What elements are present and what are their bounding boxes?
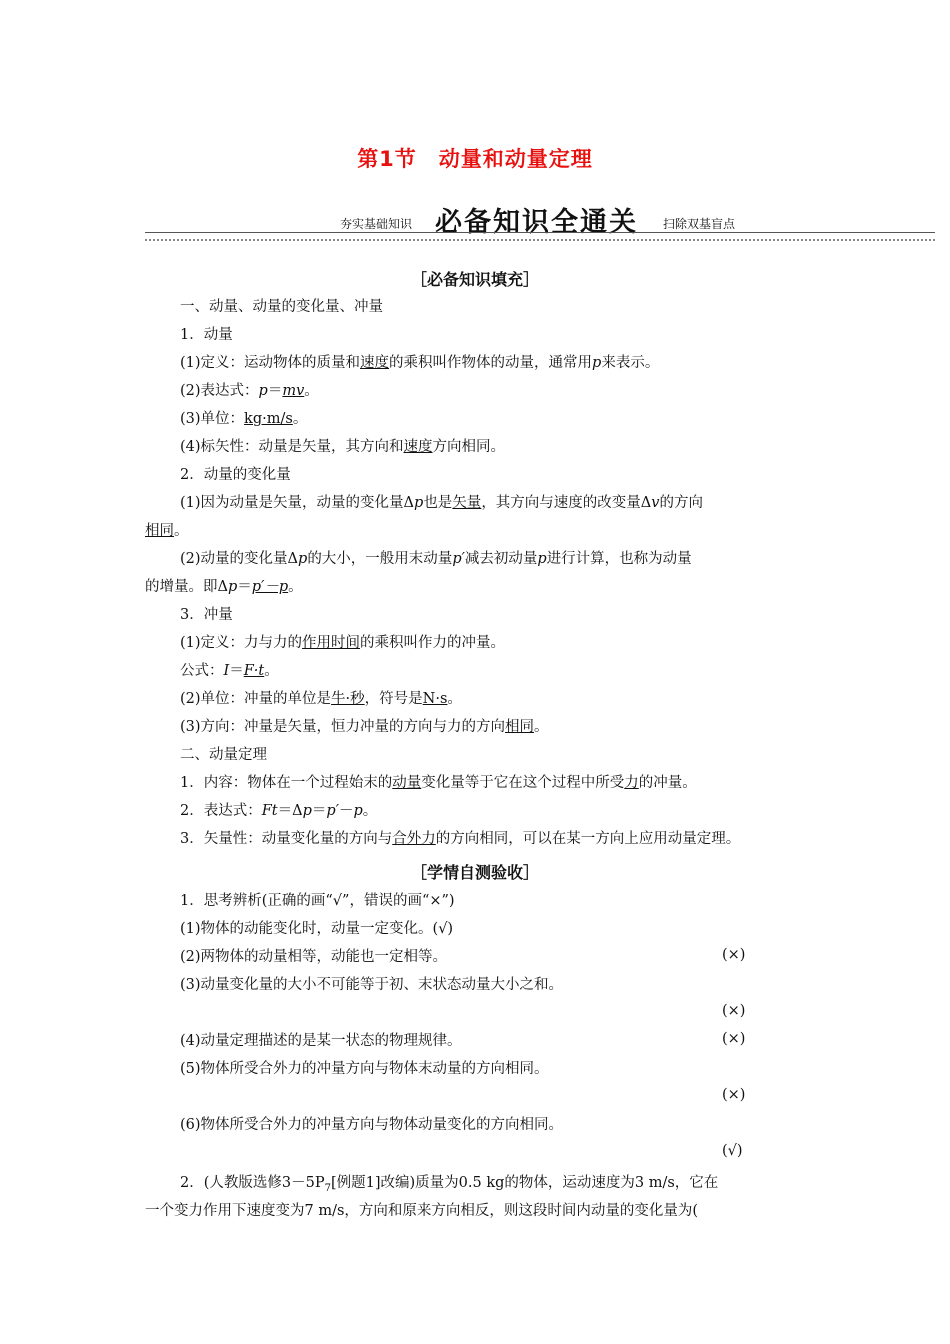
text: 。 — [264, 663, 279, 679]
text: (3)方向：冲量是矢量，恒力冲量的方向与力的方向 — [180, 719, 506, 735]
text: 进行计算，也称为动量 — [546, 551, 692, 567]
text: (1)定义：力与力的 — [180, 635, 303, 651]
text: 。 — [534, 719, 549, 735]
paragraph — [180, 381, 319, 401]
variable: p — [414, 495, 424, 511]
text: 。 — [362, 803, 378, 819]
answer-blank: 速度 — [403, 439, 433, 455]
paragraph — [180, 549, 692, 569]
paragraph — [180, 493, 703, 513]
paragraph — [180, 689, 462, 709]
text: 1．内容：物体在一个过程始末的 — [180, 775, 393, 791]
variable: p — [227, 579, 238, 595]
subheading-change: 2．动量的变化量 — [180, 467, 291, 483]
heading-two: 二、动量定理 — [180, 747, 267, 763]
section-heading-self-test: ［学情自测验收］ — [410, 863, 539, 882]
answer-blank: p′－p — [251, 579, 289, 595]
text: (1)定义：运动物体的质量和 — [180, 355, 361, 371]
text: [例题1]改编)质量为0.5 kg的物体，运动速度为3 m/s，它在 — [330, 1175, 719, 1191]
answer-blank: 作用时间 — [302, 635, 361, 651]
text: (4)标矢性：动量是矢量，其方向和 — [180, 439, 404, 455]
text: 2．表达式： — [180, 803, 262, 819]
variable: v — [651, 495, 660, 511]
paragraph — [180, 409, 307, 429]
text: － — [338, 803, 354, 819]
answer-blank: 速度 — [360, 355, 390, 371]
question-2 — [180, 1173, 718, 1199]
text: 。 — [174, 523, 189, 539]
variable: Ft — [261, 803, 278, 819]
text: 2．(人教版选修3－5P — [180, 1175, 325, 1191]
paragraph — [180, 717, 549, 737]
text: ＝ — [311, 803, 327, 819]
text: 。 — [304, 383, 319, 399]
text: (1)因为动量是矢量，动量的变化量Δ — [180, 495, 415, 511]
judge-item: (2)两物体的动量相等，动能也一定相等。 — [180, 949, 448, 965]
text: (3)单位： — [180, 411, 245, 427]
answer-blank: 牛·秒 — [331, 691, 365, 707]
subheading-momentum: 1．动量 — [180, 327, 233, 343]
heading-one: 一、动量、动量的变化量、冲量 — [180, 299, 383, 315]
text: (2)表达式： — [180, 383, 259, 399]
variable: p′ — [326, 803, 339, 819]
subheading-impulse: 3．冲量 — [180, 607, 233, 623]
text: 。 — [447, 691, 462, 707]
text: 公式： — [180, 663, 224, 679]
section-banner — [145, 198, 935, 246]
text: (2)动量的变化量Δ — [180, 551, 299, 567]
text: 的冲量。 — [638, 775, 697, 791]
section-heading-knowledge: ［必备知识填充］ — [410, 270, 539, 289]
judge-item: (5)物体所受合外力的冲量方向与物体末动量的方向相同。 — [180, 1061, 549, 1077]
variable: p — [298, 551, 308, 567]
text: ＝Δ — [277, 803, 303, 819]
subscript: 7 — [324, 1182, 331, 1194]
paragraph — [145, 577, 303, 597]
text: 的增量。即Δ — [145, 579, 228, 595]
banner-divider — [145, 232, 935, 241]
judge-mark: (×) — [722, 1031, 746, 1047]
text: 3．矢量性：动量变化量的方向与 — [180, 831, 393, 847]
judge-mark: (√) — [722, 1143, 743, 1159]
text: ＝ — [229, 663, 244, 679]
answer-blank: 力 — [624, 775, 639, 791]
question-1: 1．思考辨析(正确的画“√”，错误的画“×”) — [180, 893, 455, 909]
variable: I — [223, 663, 230, 679]
variable: p — [302, 803, 312, 819]
text: 的方向 — [659, 495, 703, 511]
variable: p′ — [452, 551, 465, 567]
judge-mark: (×) — [722, 1087, 746, 1103]
text: 方向相同。 — [432, 439, 506, 455]
text: ，符号是 — [364, 691, 423, 707]
text: 。 — [288, 579, 303, 595]
text: 减去初动量 — [464, 551, 538, 567]
judge-mark: (×) — [722, 1003, 746, 1019]
paragraph — [180, 437, 505, 457]
banner-title: 必备知识全通关 — [435, 207, 638, 238]
judge-item: (6)物体所受合外力的冲量方向与物体动量变化的方向相同。 — [180, 1117, 564, 1133]
variable: p — [353, 803, 363, 819]
text: 的乘积叫作力的冲量。 — [360, 635, 506, 651]
banner-left-text: 夯实基础知识 — [340, 217, 413, 231]
judge-item: (1)物体的动能变化时，动量一定变化。(√) — [180, 921, 454, 937]
judge-item: (3)动量变化量的大小不可能等于初、末状态动量大小之和。 — [180, 977, 564, 993]
text: 变化量等于它在这个过程中所受 — [421, 775, 625, 791]
text: 的大小，一般用末动量 — [307, 551, 453, 567]
judge-mark: (×) — [722, 947, 746, 963]
answer-blank: 动量 — [392, 775, 422, 791]
banner-right-text: 扫除双基盲点 — [663, 217, 736, 231]
text: ，其方向与速度的改变量Δ — [481, 495, 652, 511]
answer-blank: 相同 — [505, 719, 535, 735]
text: 也是 — [423, 495, 453, 511]
answer-blank: kg·m/s — [244, 411, 293, 427]
paragraph — [180, 773, 697, 793]
text: ＝ — [267, 383, 283, 399]
answer-blank: 合外力 — [392, 831, 436, 847]
text: 的方向相同，可以在某一方向上应用动量定理。 — [435, 831, 741, 847]
text: 来表示。 — [601, 355, 660, 371]
paragraph — [180, 633, 505, 653]
answer-blank: N·s — [422, 691, 448, 707]
paragraph — [180, 829, 740, 849]
paragraph — [180, 801, 377, 821]
variable: p — [592, 355, 602, 371]
text: (2)单位：冲量的单位是 — [180, 691, 332, 707]
paragraph — [180, 353, 659, 373]
variable: p — [537, 551, 547, 567]
paragraph — [145, 521, 189, 541]
answer-blank: mv — [282, 383, 305, 399]
question-2-continued: 一个变力作用下速度变为7 m/s，方向和原来方向相反，则这段时间内动量的变化量为( — [145, 1203, 699, 1219]
variable: p — [258, 383, 268, 399]
paragraph — [180, 661, 279, 681]
answer-blank: 相同 — [145, 523, 174, 539]
page-title: 第1节 动量和动量定理 — [357, 147, 593, 171]
answer-blank: 矢量 — [452, 495, 482, 511]
text: 的乘积叫作物体的动量，通常用 — [389, 355, 593, 371]
answer-blank: F·t — [243, 663, 265, 679]
text: 。 — [292, 411, 308, 427]
judge-item: (4)动量定理描述的是某一状态的物理规律。 — [180, 1033, 462, 1049]
text: ＝ — [237, 579, 252, 595]
